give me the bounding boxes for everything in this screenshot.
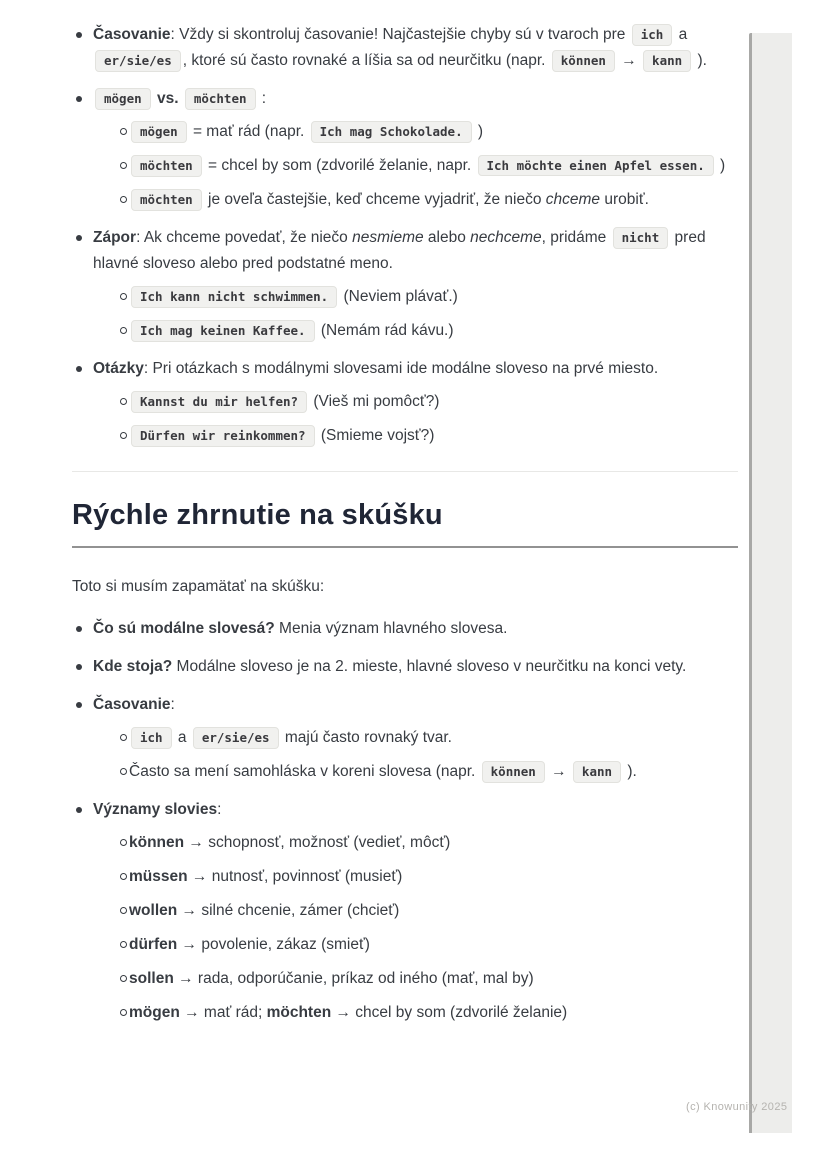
sub-list-item	[98, 932, 738, 958]
sub-list-item	[98, 1000, 738, 1026]
bullet-list-notes	[72, 22, 738, 449]
code-chip: möchten	[131, 155, 202, 177]
sub-bullet-list	[93, 389, 738, 449]
arrow-text: →	[546, 763, 571, 780]
bold-text: Kde stoja?	[93, 658, 173, 675]
sub-list-item	[98, 153, 738, 179]
bold-text: möchten	[266, 1004, 332, 1021]
italic-text: nesmieme	[352, 229, 424, 246]
sub-list-item	[98, 966, 738, 992]
sub-bullet-list	[93, 725, 738, 785]
text-segment: :	[257, 90, 267, 107]
sub-list-item	[98, 318, 738, 344]
text-segment: : Vždy si skontroluj časovanie! Najčastejšie chyby sú v tvaroch pre	[170, 26, 630, 43]
intro-paragraph: Toto si musím zapamätať na skúšku:	[72, 578, 325, 595]
sub-list-item	[98, 864, 738, 890]
sub-bullet-list	[93, 119, 738, 213]
bold-text: Zápor	[93, 229, 137, 246]
watermark: (c) Knowunity 2025	[686, 1101, 788, 1113]
bold-text: können	[129, 834, 185, 851]
bold-text: wollen	[129, 902, 178, 919]
document-content	[72, 22, 738, 1038]
text-segment: :	[170, 696, 175, 713]
list-item	[72, 22, 738, 74]
sub-list-item	[98, 187, 738, 213]
sub-list-item	[98, 759, 738, 785]
bold-text: müssen	[129, 868, 188, 885]
text-segment: a	[173, 729, 191, 746]
bold-text: sollen	[129, 970, 174, 987]
code-chip: Dürfen wir reinkommen?	[131, 425, 315, 447]
text-segment: (Smieme vojsť?)	[316, 427, 435, 444]
sub-bullet-list	[93, 830, 738, 1026]
bold-text: Časovanie	[93, 26, 171, 43]
code-chip: Ich mag keinen Kaffee.	[131, 320, 315, 342]
text-segment: Často sa mení samohláska v koreni slovesa (napr.	[129, 763, 480, 780]
scrollbar[interactable]	[749, 33, 792, 1133]
list-item	[72, 692, 738, 785]
code-chip: Kannst du mir helfen?	[131, 391, 307, 413]
text-segment: Modálne sloveso je na 2. mieste, hlavné sloveso v neurčitku na konci vety.	[172, 658, 687, 675]
text-segment: → povolenie, zákaz (smieť)	[177, 936, 370, 953]
code-chip: möchten	[131, 189, 202, 211]
sub-list-item	[98, 898, 738, 924]
code-chip: möchten	[185, 88, 256, 110]
text-segment: :	[217, 801, 222, 818]
code-chip: mögen	[95, 88, 151, 110]
code-chip: ich	[131, 727, 172, 749]
text-segment: (Neviem plávať.)	[339, 288, 458, 305]
code-chip: ich	[632, 24, 673, 46]
text-segment: , pridáme	[541, 229, 611, 246]
code-chip: Ich mag Schokolade.	[311, 121, 472, 143]
sub-bullet-list	[93, 284, 738, 344]
text-segment: majú často rovnaký tvar.	[280, 729, 452, 746]
code-chip: er/sie/es	[193, 727, 279, 749]
code-chip: nicht	[613, 227, 669, 249]
code-chip: kann	[573, 761, 621, 783]
sub-list-item	[98, 389, 738, 415]
bullet-list-summary	[72, 616, 738, 1026]
bold-text: Čo sú modálne slovesá?	[93, 620, 275, 637]
text-segment: , ktoré sú často rovnaké a líšia sa od neurčitku (napr.	[182, 52, 550, 69]
code-chip: kann	[643, 50, 691, 72]
list-item	[72, 797, 738, 1026]
text-segment: → silné chcenie, zámer (chcieť)	[177, 902, 400, 919]
text-segment: ).	[693, 52, 707, 69]
text-segment: )	[715, 157, 726, 174]
text-segment: (Nemám rád kávu.)	[316, 322, 454, 339]
bold-text: Významy slovies	[93, 801, 218, 818]
code-chip: können	[552, 50, 615, 72]
text-segment: = mať rád (napr.	[188, 123, 309, 140]
text-segment: alebo	[423, 229, 471, 246]
text-segment: je oveľa častejšie, keď chceme vyjadriť, že niečo	[203, 191, 546, 208]
text-segment: = chcel by som (zdvorilé želanie, napr.	[203, 157, 476, 174]
text-segment: → mať rád;	[179, 1004, 267, 1021]
list-item	[72, 86, 738, 213]
sub-list-item	[98, 423, 738, 449]
italic-text: nechceme	[470, 229, 542, 246]
arrow-text: →	[616, 52, 642, 69]
text-segment: (Vieš mi pomôcť?)	[309, 393, 440, 410]
code-chip: Ich möchte einen Apfel essen.	[478, 155, 714, 176]
sub-list-item	[98, 830, 738, 856]
text-segment: Menia význam hlavného slovesa.	[274, 620, 508, 637]
list-item	[72, 225, 738, 344]
text-segment: )	[473, 123, 484, 140]
code-chip: können	[482, 761, 545, 783]
text-segment: : Ak chceme povedať, že niečo	[136, 229, 353, 246]
text-segment: → schopnosť, možnosť (vedieť, môcť)	[184, 834, 451, 851]
list-item	[72, 356, 738, 449]
text-segment: → nutnosť, povinnosť (musieť)	[187, 868, 403, 885]
text-segment: ).	[623, 763, 637, 780]
list-item	[72, 616, 738, 642]
code-chip: Ich kann nicht schwimmen.	[131, 286, 337, 308]
text-segment: : Pri otázkach s modálnymi slovesami ide modálne sloveso na prvé miesto.	[143, 360, 659, 377]
code-chip: mögen	[131, 121, 187, 143]
section-heading: Rýchle zhrnutie na skúšku	[72, 498, 738, 548]
section-divider	[72, 471, 738, 472]
bold-text: Časovanie	[93, 696, 171, 713]
bold-text: Otázky	[93, 360, 144, 377]
code-chip: er/sie/es	[95, 50, 181, 72]
text-segment: urobiť.	[600, 191, 649, 208]
list-item	[72, 654, 738, 680]
sub-list-item	[98, 725, 738, 751]
bold-text: vs.	[152, 90, 183, 107]
sub-list-item	[98, 119, 738, 145]
bold-text: mögen	[129, 1004, 180, 1021]
text-segment: → rada, odporúčanie, príkaz od iného (mať, mal by)	[173, 970, 534, 987]
text-segment: → chcel by som (zdvorilé želanie)	[331, 1004, 568, 1021]
sub-list-item	[98, 284, 738, 310]
text-segment: pred hlavné sloveso alebo pred podstatné meno.	[93, 229, 706, 272]
italic-text: chceme	[545, 191, 601, 208]
bold-text: dürfen	[129, 936, 178, 953]
text-segment: a	[674, 26, 688, 43]
